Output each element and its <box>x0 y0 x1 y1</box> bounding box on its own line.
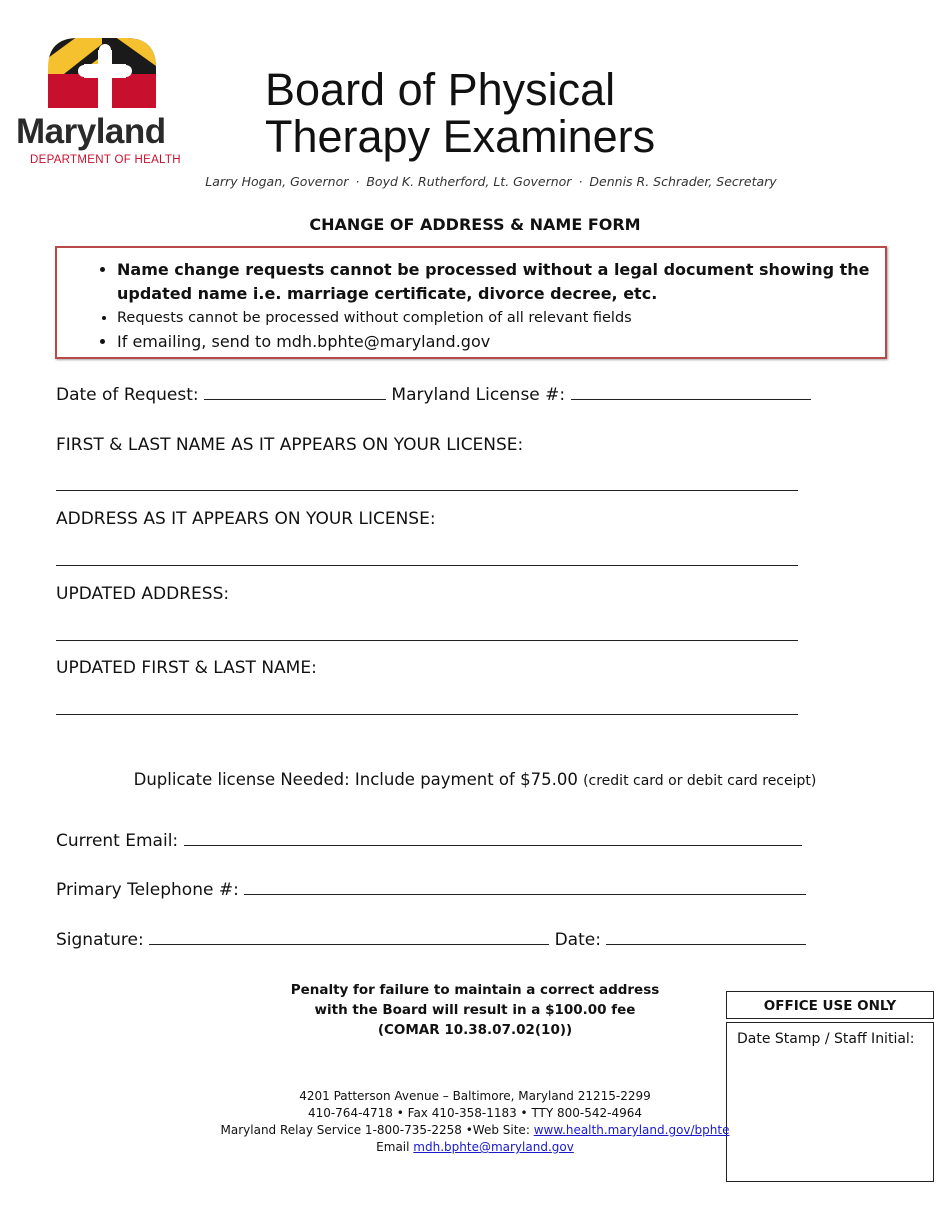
separator: · <box>578 174 583 189</box>
phone-row <box>56 880 806 900</box>
updated-address-field[interactable] <box>56 640 798 641</box>
footer-address: 4201 Patterson Avenue – Baltimore, Maryland 21215-2299 <box>299 1089 651 1103</box>
date-label: Date: <box>554 930 601 950</box>
date-stamp-label: Date Stamp / Staff Initial: <box>737 1031 915 1047</box>
signature-row <box>56 930 806 950</box>
title-line-1: Board of Physical <box>265 64 616 115</box>
email-field[interactable] <box>184 831 802 846</box>
logo-wordmark: Maryland <box>16 112 166 151</box>
name-on-license-field[interactable] <box>56 490 798 491</box>
logo-department: DEPARTMENT OF HEALTH <box>30 154 181 166</box>
office-use-heading: OFFICE USE ONLY <box>726 991 934 1019</box>
footer-email-label: Email <box>376 1140 410 1154</box>
notice-item-legal-document: • Name change requests cannot be processed without a legal document showing the updated name i.e. marriage certificate, divorce decree, etc. <box>117 258 885 306</box>
officials-line <box>0 174 950 189</box>
notice-item-fields: • Requests cannot be processed without completion of all relevant fields <box>117 306 885 330</box>
penalty-line-2: with the Board will result in a $100.00 fee <box>314 1002 636 1018</box>
notice-box <box>55 246 887 359</box>
license-number-field[interactable] <box>571 385 811 400</box>
notice-list <box>57 258 885 354</box>
license-label: Maryland License #: <box>391 385 566 405</box>
updated-address-label: UPDATED ADDRESS: <box>56 584 230 604</box>
signature-label: Signature: <box>56 930 144 950</box>
duplicate-license-note <box>0 770 950 789</box>
footer-email <box>200 1139 750 1156</box>
footer-relay <box>200 1122 750 1139</box>
address-on-license-field[interactable] <box>56 565 798 566</box>
penalty-notice <box>255 980 695 1040</box>
date-license-row <box>56 385 811 405</box>
phone-label: Primary Telephone #: <box>56 880 239 900</box>
phone-field[interactable] <box>244 880 806 895</box>
website-link[interactable]: www.health.maryland.gov/bphte <box>533 1123 730 1137</box>
footer-phones: 410-764-4718 • Fax 410-358-1183 • TTY 800-542-4964 <box>307 1106 643 1120</box>
title-line-2: Therapy Examiners <box>265 111 656 162</box>
name-on-license-label: FIRST & LAST NAME AS IT APPEARS ON YOUR LICENSE: <box>56 435 524 455</box>
signature-field[interactable] <box>149 930 549 945</box>
date-of-request-label: Date of Request: <box>56 385 199 405</box>
official-lt-governor: Boyd K. Rutherford, Lt. Governor <box>366 174 572 189</box>
penalty-line-3: (COMAR 10.38.07.02(10)) <box>377 1022 573 1038</box>
duplicate-license-text: Duplicate license Needed: Include payment of $75.00 <box>133 770 578 789</box>
address-on-license-label: ADDRESS AS IT APPEARS ON YOUR LICENSE: <box>56 509 436 529</box>
email-row <box>56 831 802 851</box>
penalty-line-1: Penalty for failure to maintain a correct address <box>290 982 660 998</box>
email-label: Current Email: <box>56 831 179 851</box>
date-field[interactable] <box>606 930 806 945</box>
official-governor: Larry Hogan, Governor <box>205 174 349 189</box>
footer <box>200 1088 750 1156</box>
footer-relay-text: Maryland Relay Service 1-800-735-2258 •Web Site: <box>220 1123 530 1137</box>
form-title: CHANGE OF ADDRESS & NAME FORM <box>309 215 641 234</box>
page-title <box>265 66 655 160</box>
duplicate-license-payment-note: (credit card or debit card receipt) <box>583 773 817 789</box>
date-of-request-field[interactable] <box>204 385 386 400</box>
official-secretary: Dennis R. Schrader, Secretary <box>589 174 777 189</box>
notice-item-email: • If emailing, send to mdh.bphte@maryland.gov <box>117 330 885 354</box>
updated-name-label: UPDATED FIRST & LAST NAME: <box>56 658 317 678</box>
office-use-box <box>726 1022 934 1182</box>
updated-name-field[interactable] <box>56 714 798 715</box>
email-link[interactable]: mdh.bphte@maryland.gov <box>413 1140 574 1154</box>
separator: · <box>355 174 360 189</box>
